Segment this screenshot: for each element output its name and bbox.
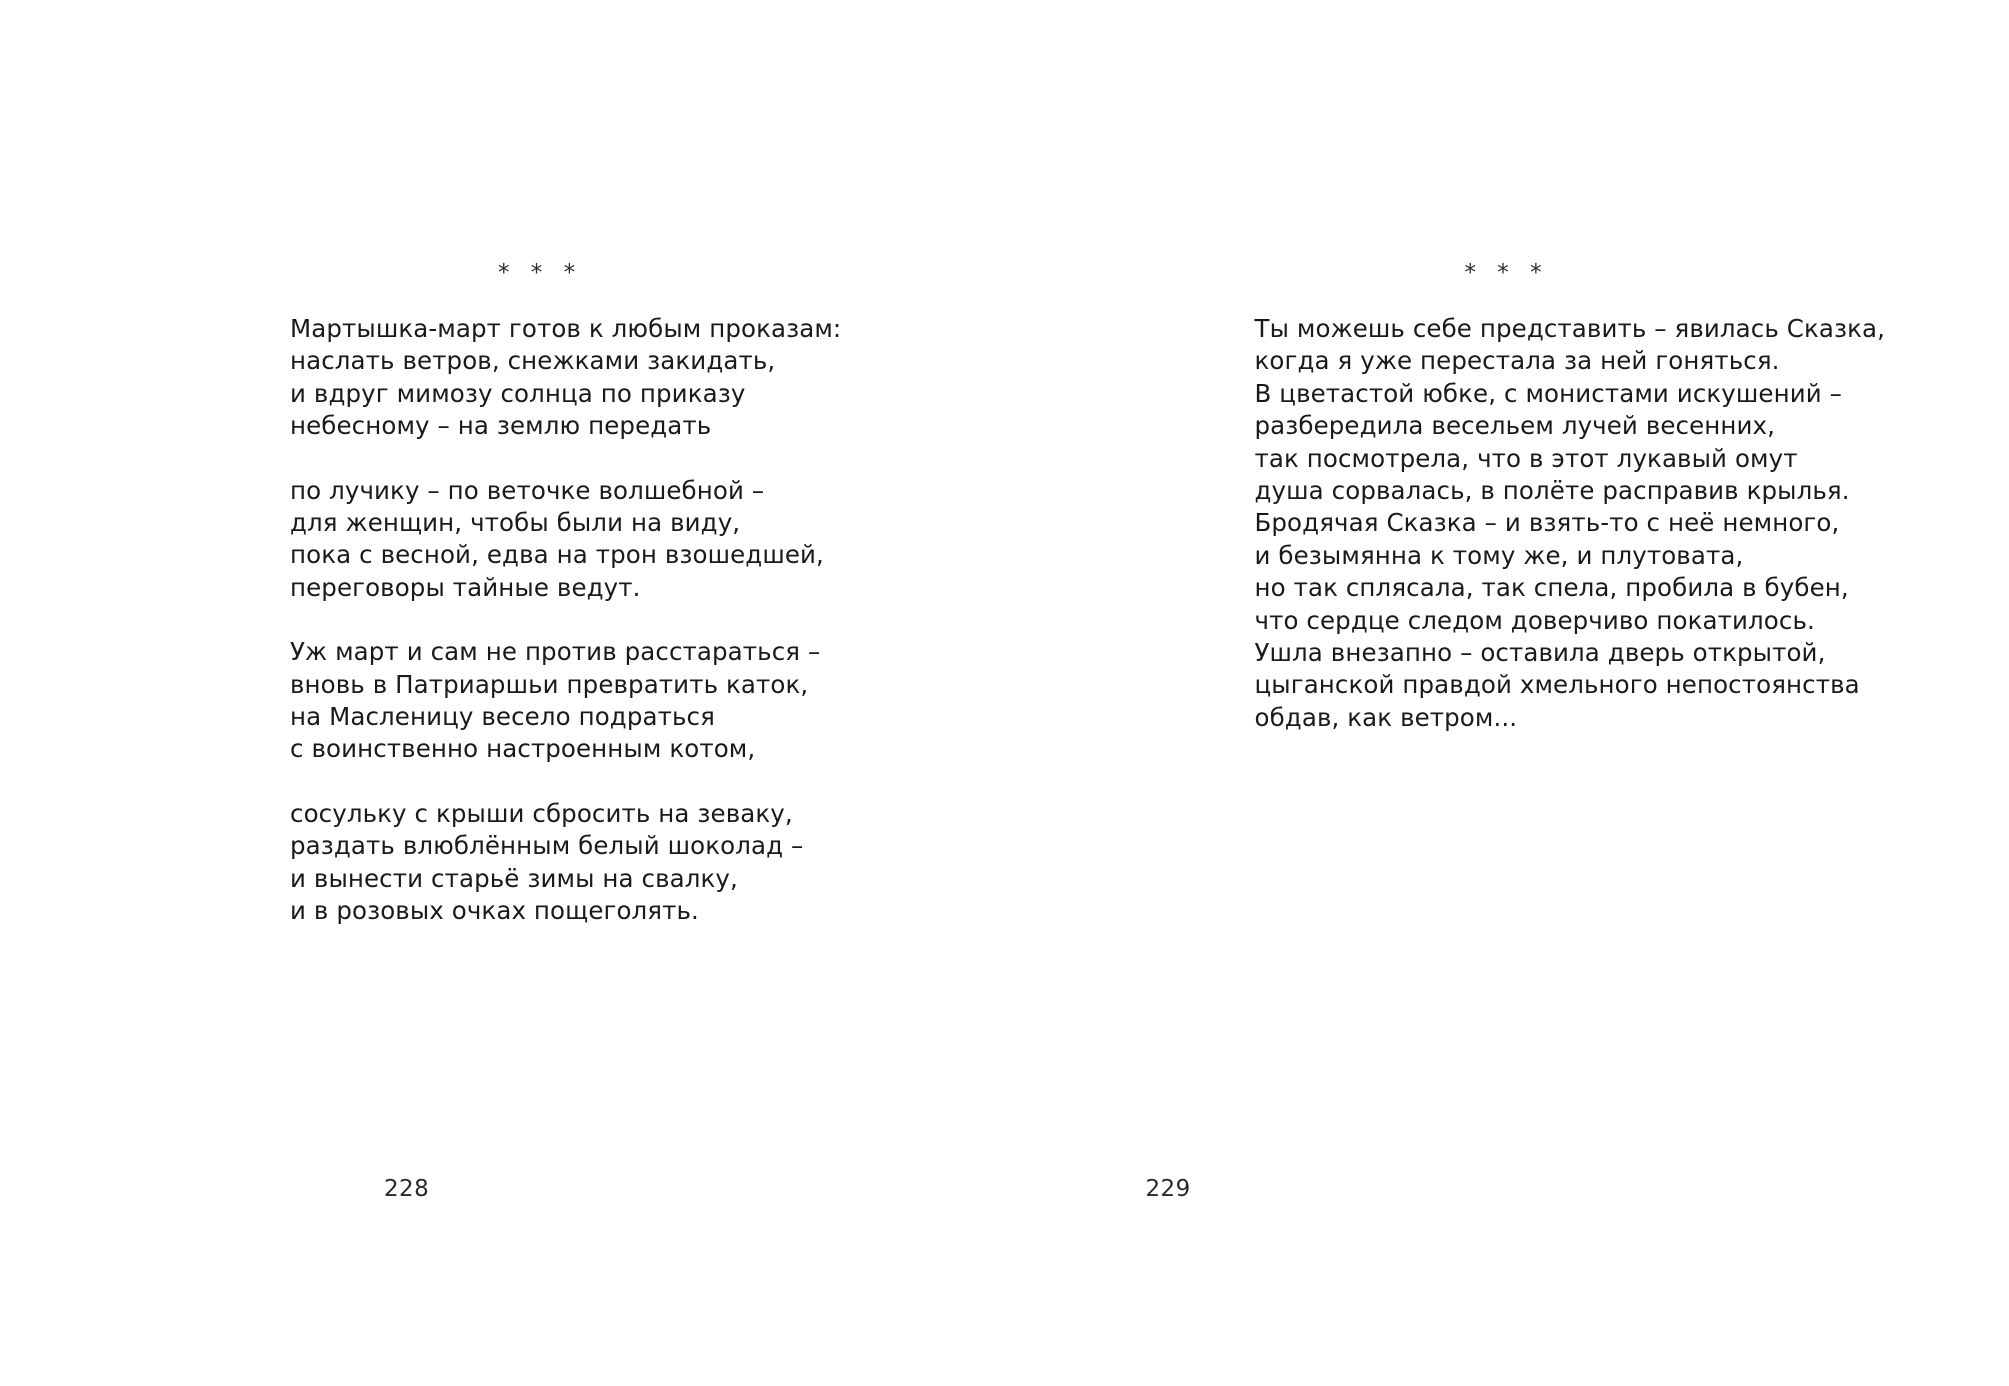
page-number-right: 229 [1145, 1176, 1191, 1202]
poem-line: наслать ветров, снежками закидать, [290, 346, 776, 376]
poem-line: что сердце следом доверчиво покатилось. [1254, 605, 1815, 635]
poem-line: и вдруг мимозу солнца по приказу [290, 378, 746, 408]
stanza [290, 475, 910, 605]
poem-line: Ушла внезапно – оставила дверь открытой, [1254, 638, 1826, 668]
poem-line: вновь в Патриаршьи превратить каток, [290, 669, 809, 699]
stanza-separator-asterisks: * * * [1464, 260, 1549, 286]
poem-line: на Масленицу весело подраться [290, 702, 715, 732]
stanza [290, 798, 910, 928]
poem-line: В цветастой юбке, с монистами искушений – [1254, 378, 1842, 408]
stanza-separator-asterisks: * * * [498, 260, 583, 286]
poem-line: переговоры тайные ведут. [290, 572, 641, 602]
poem-line: для женщин, чтобы были на виду, [290, 508, 741, 538]
poem-line: Бродячая Сказка – и взять-то с неё немного, [1254, 508, 1840, 538]
poem-line: обдав, как ветром... [1254, 702, 1518, 732]
poem-line: душа сорвалась, в полёте расправив крылья. [1254, 476, 1850, 506]
poem-line: Уж март и сам не против расстараться – [290, 637, 821, 667]
poem-left [290, 262, 910, 928]
stanza [1255, 313, 1915, 734]
page-number-left: 228 [384, 1176, 430, 1202]
poem-line: когда я уже перестала за ней гоняться. [1254, 346, 1780, 376]
poem-line: но так сплясала, так спела, пробила в бубен, [1254, 573, 1849, 603]
poem-line: разбередила весельем лучей весенних, [1254, 411, 1776, 441]
poem-line: пока с весной, едва на трон взошедшей, [290, 540, 824, 570]
stanza [290, 313, 910, 443]
poem-line: небесному – на землю передать [290, 411, 712, 441]
poem-line: и в розовых очках пощеголять. [290, 896, 699, 926]
poem-line: раздать влюблённым белый шоколад – [290, 831, 804, 861]
poem-line: цыганской правдой хмельного непостоянства [1254, 670, 1860, 700]
poem-line: так посмотрела, что в этот лукавый омут [1254, 443, 1798, 473]
poem-line: с воинственно настроенным котом, [290, 734, 756, 764]
poem-line: Ты можешь себе представить – явилась Сказка, [1254, 314, 1886, 343]
page-right [1005, 0, 2009, 1386]
poem-line: по лучику – по веточке волшебной – [290, 475, 765, 505]
poem-line: и вынести старьё зимы на свалку, [290, 863, 738, 893]
poem-line: сосульку с крыши сбросить на зеваку, [290, 798, 793, 828]
poem-line: и безымянна к тому же, и плутовата, [1254, 540, 1744, 570]
stanza [290, 636, 910, 766]
poem-right [1255, 262, 1915, 734]
poem-line: Мартышка-март готов к любым проказам: [290, 314, 842, 343]
